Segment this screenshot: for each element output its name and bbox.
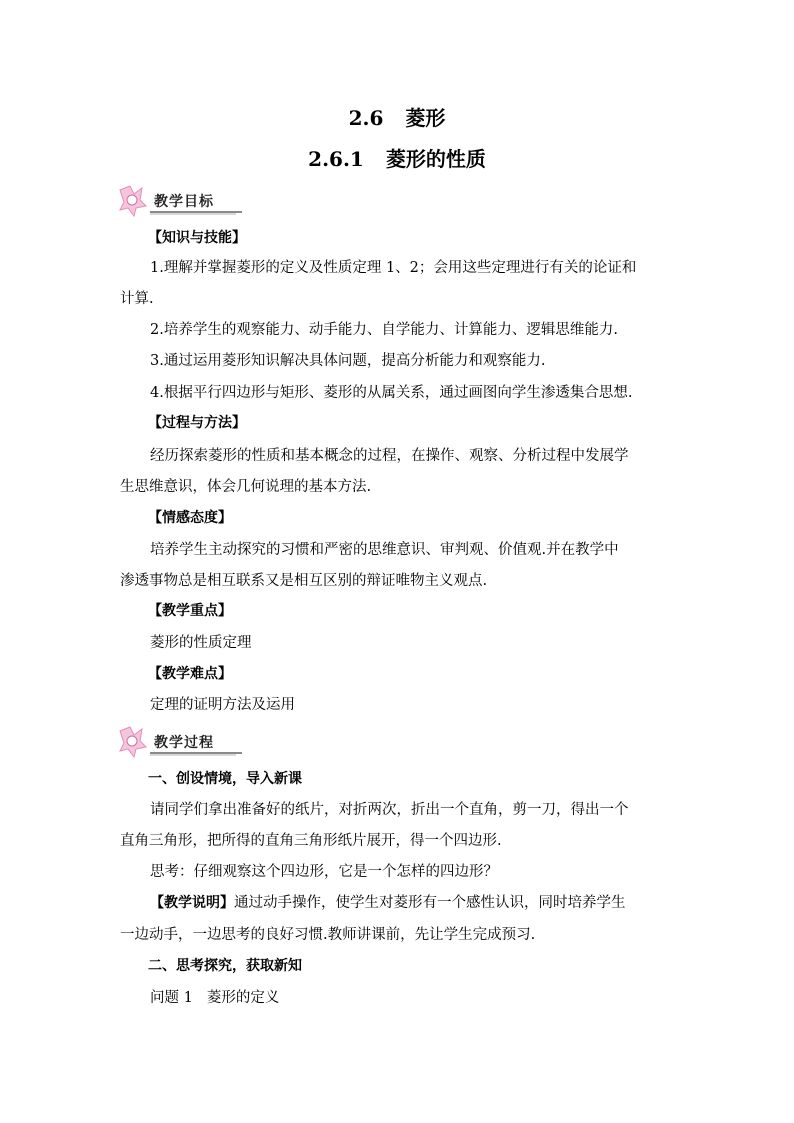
process-text-b: 生思维意识，体会几何说理的基本方法. — [120, 479, 372, 495]
heading-knowledge: 【知识与技能】 — [148, 230, 246, 246]
process-text-a: 经历探索菱形的性质和基本概念的过程，在操作、观察、分析过程中发展学 — [150, 448, 629, 464]
knowledge-item-4: 4.根据平行四边形与矩形、菱形的从属关系，通过画图向学生渗透集合思想. — [150, 385, 633, 401]
step-1-text-a: 请同学们拿出准备好的纸片，对折两次，折出一个直角，剪一刀，得出一个 — [150, 802, 629, 818]
question-1-number: 问题 1 — [150, 990, 193, 1006]
process-banner-label: 教学过程 — [154, 735, 214, 751]
subtitle-section: 2.6.1 — [308, 147, 364, 171]
difficulty-text: 定理的证明方法及运用 — [150, 697, 295, 713]
think-question: 思考：仔细观察这个四边形，它是一个怎样的四边形？ — [150, 864, 498, 880]
page-subtitle — [0, 147, 794, 171]
emotion-text-a: 培养学生主动探究的习惯和严密的思维意识、审判观、价值观.并在教学中 — [150, 542, 619, 558]
heading-key-point: 【教学重点】 — [148, 603, 232, 619]
process-banner — [116, 725, 246, 759]
step-1-text-b: 直角三角形，把所得的直角三角形纸片展开，得一个四边形. — [120, 833, 502, 849]
teaching-note-tag: 【教学说明】 — [150, 895, 234, 911]
heading-process-method: 【过程与方法】 — [148, 415, 246, 431]
teaching-note-text: 通过动手操作，使学生对菱形有一个感性认识，同时培养学生 — [234, 895, 626, 911]
key-point-text: 菱形的性质定理 — [150, 635, 252, 651]
goals-banner-label: 教学目标 — [154, 194, 214, 210]
page-title — [0, 106, 794, 130]
knowledge-item-2: 2.培养学生的观察能力、动手能力、自学能力、计算能力、逻辑思维能力. — [150, 322, 618, 338]
emotion-text-b: 渗透事物总是相互联系又是相互区别的辩证唯物主义观点. — [120, 573, 488, 589]
heading-step-2: 二、思考探究，获取新知 — [148, 958, 302, 974]
heading-difficulty: 【教学难点】 — [148, 666, 232, 682]
heading-emotion: 【情感态度】 — [148, 510, 232, 526]
subtitle-name: 菱形的性质 — [385, 147, 486, 171]
knowledge-item-3: 3.通过运用菱形知识解决具体问题，提高分析能力和观察能力. — [150, 353, 546, 369]
teaching-note-b: 一边动手，一边思考的良好习惯.教师讲课前，先让学生完成预习. — [120, 927, 536, 943]
question-1-text: 菱形的定义 — [206, 990, 280, 1006]
question-1 — [120, 988, 710, 1008]
teaching-note-a — [120, 893, 710, 913]
knowledge-item-1b: 计算. — [120, 291, 154, 307]
title-section: 2.6 — [348, 106, 384, 130]
knowledge-item-1a: 1.理解并掌握菱形的定义及性质定理 1、2；会用这些定理进行有关的论证和 — [150, 260, 637, 276]
heading-step-1: 一、创设情境，导入新课 — [148, 771, 302, 787]
goals-banner — [116, 184, 246, 218]
title-name: 菱形 — [405, 106, 446, 130]
